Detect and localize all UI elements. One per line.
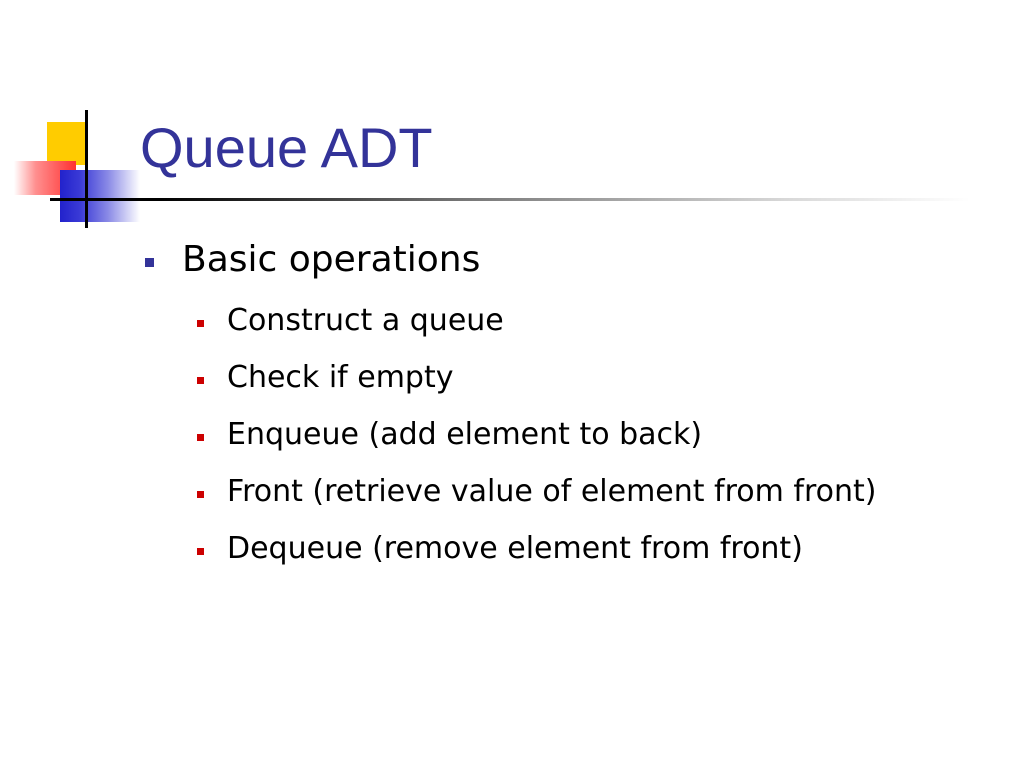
sub-bullet-text: Construct a queue — [227, 303, 504, 338]
sub-bullet-text: Dequeue (remove element from front) — [227, 531, 803, 566]
sub-bullet-square-icon — [197, 434, 204, 441]
sub-bullet-text: Front (retrieve value of element from front) — [227, 474, 877, 509]
bullet-square-icon — [145, 258, 154, 267]
slide-title: Queue ADT — [140, 116, 433, 179]
sub-bullet-text: Enqueue (add element to back) — [227, 417, 703, 452]
sub-bullet-square-icon — [197, 491, 204, 498]
sub-bullet-square-icon — [197, 320, 204, 327]
sub-bullet-square-icon — [197, 377, 204, 384]
bullet-text-basic-operations: Basic operations — [182, 239, 481, 280]
sub-bullet-square-icon — [197, 548, 204, 555]
sub-bullet-text: Check if empty — [227, 360, 454, 395]
